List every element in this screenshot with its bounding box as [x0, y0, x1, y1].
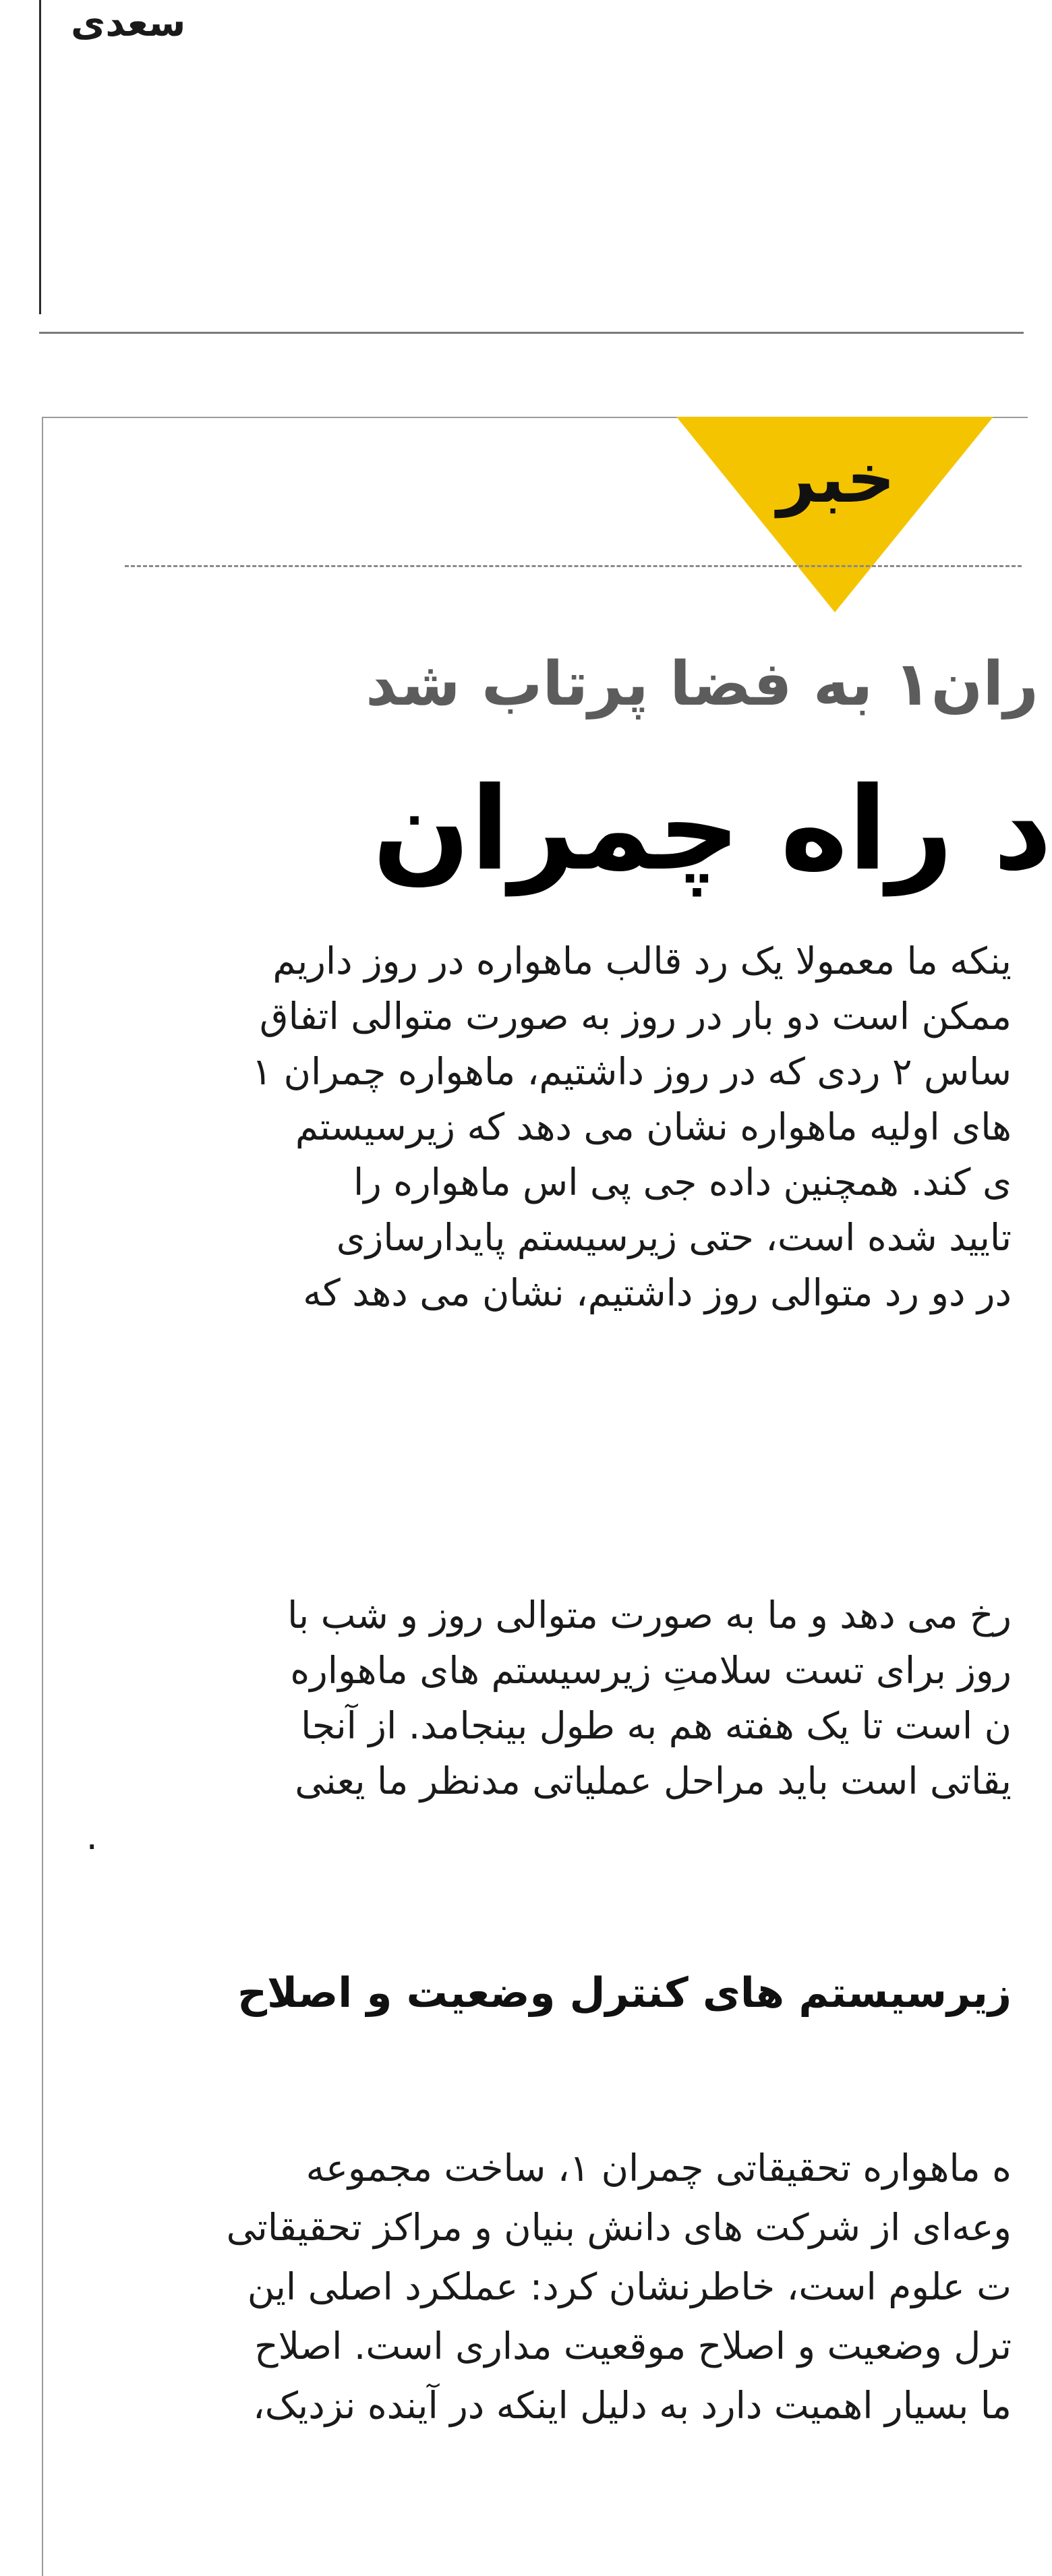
news-badge-label: خبر	[777, 439, 896, 518]
body-line: .	[86, 1815, 98, 1858]
section-divider	[39, 332, 1024, 334]
dashed-divider	[125, 565, 1022, 567]
body-line: ه ماهواره تحقیقاتی چمران ۱، ساخت مجموعه	[305, 2146, 1012, 2190]
body-line: ن است تا یک هفته هم به طول بینجامد. از آنجا	[301, 1704, 1012, 1747]
body-line: ت علوم است، خاطرنشان کرد: عملکرد اصلی این	[247, 2265, 1012, 2308]
body-line: ینکه ما معمولا یک رد قالب ماهواره در روز داریم	[272, 939, 1012, 983]
body-line: یقاتی است باید مراحل عملیاتی مدنظر ما یعنی	[295, 1759, 1012, 1803]
body-line: تایید شده است، حتی زیرسیستم پایدارسازی	[336, 1216, 1012, 1259]
body-line: وعه‌ای از شرکت های دانش بنیان و مراکز تحقیقاتی	[226, 2206, 1012, 2249]
body-line: روز برای تست سلامتِ زیرسیستم های ماهواره	[290, 1649, 1012, 1692]
body-line: های اولیه ماهواره نشان می دهد که زیرسیستم	[295, 1105, 1012, 1148]
body-line: ترل وضعیت و اصلاح موقعیت مداری است. اصلاح	[254, 2324, 1012, 2368]
body-line: ما بسیار اهمیت دارد به دلیل اینکه در آینده نزدیک،	[252, 2384, 1012, 2427]
body-line: ساس ۲ ردی که در روز داشتیم، ماهواره چمران ۱	[252, 1050, 1012, 1093]
author-name: سعدی	[71, 1, 186, 45]
article-subheading: زیرسیستم های کنترل وضعیت و اصلاح	[237, 1969, 1012, 2017]
body-line: رخ می دهد و ما به صورت متوالی روز و شب با	[287, 1593, 1012, 1637]
body-line: ی کند. همچنین داده جی پی اس ماهواره را	[353, 1161, 1012, 1204]
body-line: ممکن است دو بار در روز به صورت متوالی اتفاق	[259, 995, 1012, 1038]
news-frame	[42, 417, 1028, 2576]
article-kicker: ران۱ به فضا پرتاب شد	[366, 649, 1039, 720]
article-headline: د راه چمران	[372, 763, 1052, 896]
body-line: در دو رد متوالی روز داشتیم، نشان می دهد که	[303, 1271, 1012, 1314]
previous-column-box	[39, 0, 1026, 314]
